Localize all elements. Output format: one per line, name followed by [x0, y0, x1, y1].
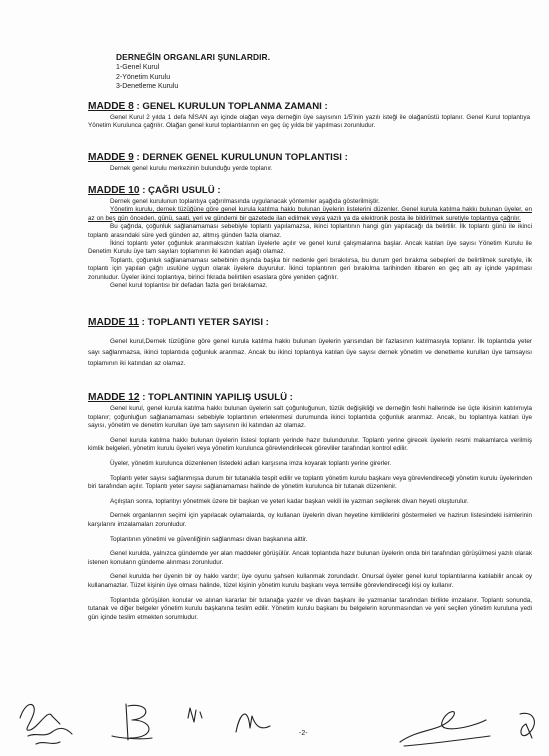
- madde-10-heading: [88, 185, 221, 196]
- organs-title: DERNEĞİN ORGANLARI ŞUNLARDIR.: [116, 52, 271, 62]
- madde-12-p2: Genel kurula katılma hakkı bulunan üyelerin listesi toplantı yerinde hazır bulundurulur. Toplantı yerine girecek üyelerin resmi makamlarca verilmiş kimlik belgeleri, yönetim kurulu üyeleri veya yönetim kurulunca görevlendirilecek görevliler tarafından kontrol edilir.: [88, 436, 532, 453]
- madde-12-heading: [88, 392, 293, 403]
- signature-6-mark: [520, 713, 534, 738]
- madde-12-p10: Toplantıda görüşülen konular ve alınan kararlar bir tutanağa yazılır ve divan başkanı ile yazmanlar tarafından birlikte imzalanır. Toplantı sonunda, tutanak ve diğer belgeler yönetim kurulu başkanına teslim edilir. Yönetim kurulu başkanı bu belgelerin korunmasından ve yeni seçilen yönetim kuruluna yedi gün içinde teslim etmekten sorumludur.: [88, 596, 532, 621]
- madde-9-text: Dernek genel kurulu merkezinin bulunduğu yerde toplanır.: [110, 165, 273, 172]
- signatures-row: [0, 688, 549, 756]
- madde-12-p1: Genel kurul, genel kurula katılma hakkı bulunan üyelerin salt çoğunluğunun, tüzük değişikliği ve derneğin feshi hallerinde ise üçte ikisinin katılımıyla toplanır; çoğunluğun sağlanamaması sebebiyle toplantının ertelenmesi durumunda ikinci toplantıda çoğunluk aranmaz. Ancak, bu toplantıya katılan üye sayısı, yönetim ve denetim kurulları üye tam sayısının iki katından az olamaz.: [88, 405, 532, 430]
- madde-10-title: : ÇAĞRI USULÜ :: [142, 185, 221, 196]
- madde-12-text: [88, 405, 532, 622]
- madde-8-title: : GENEL KURULUN TOPLANMA ZAMANI :: [136, 101, 328, 112]
- madde-12-p6: Dernek organlarının seçimi için yapılacak oylamalarda, oy kullanan üyelerin divan heyetine kimliklerini göstermeleri ve hazirun listesindeki isimlerinin karşılarını imzalamaları zorunludur.: [88, 512, 532, 528]
- madde-12-title: : TOPLANTININ YAPILIŞ USULÜ :: [142, 392, 293, 403]
- madde-12-p9: Genel kurulda her üyenin bir oy hakkı vardır; üye oyunu şahsen kullanmak zorundadır. Onursal üyeler genel kurul toplantılarına katılabilir ancak oy kullanamazlar. Tüzel kişinin üye olması halinde, tüzel kişinin yönetim kurulu başkanı veya temsille görevlendireceği kişi oy kullanır.: [88, 573, 532, 589]
- organs-item-denetleme-kurulu: 3-Denetleme Kurulu: [116, 83, 179, 91]
- madde-11-number: MADDE 11: [88, 317, 139, 328]
- madde-12-p4: Toplantı yeter sayısı sağlanmışsa durum bir tutanakla tespit edilir ve toplantı yönetim kurulu başkanı veya görevlendireceği yönetim kurulu üyelerinden biri tarafından açılır. Toplantı yeter sayısı sağlanamaması halinde de yönetim kurulunca bir tutanak düzenlenir.: [88, 474, 532, 491]
- signature-2-mark: [112, 704, 152, 740]
- madde-9-title: : DERNEK GENEL KURULUNUN TOPLANTISI :: [136, 152, 348, 163]
- madde-8-heading: [88, 101, 328, 112]
- madde-10-p5: Toplantı, çoğunluk sağlanamaması sebebinin dışında başka bir nedenle geri bırakılırsa, bu durum geri bırakma sebepleri de belirtilmek suretiyle, ilk toplantı için yapılan çağrı usulüne uygun olarak üyelere duyurulur. İkinci toplantının geri bırakılma tarihinden itibaren en geç altı ay içinde yapılması zorunludur. Üyeler ikinci toplantıya, birinci fıkrada belirtilen esaslara göre yeniden çağrılır.: [88, 256, 532, 281]
- madde-8-text: Genel Kurul 2 yılda 1 defa NİSAN ayı içinde olağan veya derneğin üye sayısının 1/5'inin yazılı isteği ile olağanüstü toplanır. Genel Kurul toplantıya Yönetim Kurulunca çağrılır. Olağan genel kurul toplantılarının en geç üç yılda bir yapılması zorunludur.: [88, 114, 530, 130]
- madde-10-p1: Dernek genel kurulunun toplantıya çağırılmasında uygulanacak yöntemler aşağıda gösterilmiştir.: [110, 198, 380, 205]
- organs-item-genel-kurul: 1-Genel Kurul: [116, 64, 160, 71]
- madde-11-heading: [88, 317, 269, 328]
- madde-10-p4: İkinci toplantı yeter çoğunluk aranmaksızın katılan üyelerle açılır ve genel kurul çalışmalarına başlar. Ancak katılan üye sayısı Yönetim Kurulu ile Denetim Kurulu üye tam sayıları toplamının iki katından aşağı olamaz.: [88, 240, 532, 256]
- madde-11-title: : TOPLANTI YETER SAYISI :: [141, 317, 269, 328]
- page-number: -2-: [299, 730, 308, 737]
- signature-5-mark: [400, 712, 490, 746]
- madde-10-text: [88, 198, 532, 290]
- madde-9-heading: [88, 152, 348, 163]
- madde-10-p3: Bu çağrıda, çoğunluk sağlanamaması sebebiyle toplantı yapılamazsa, ikinci toplantının hangi gün yapılacağı da belirtilir. İlk toplantı günü ile ikinci toplantı arasındaki süre yedi günden az, altmış günden fazla olamaz.: [88, 223, 532, 239]
- madde-12-number: MADDE 12: [88, 392, 140, 403]
- madde-10-p2: Yönetim kurulu, dernek tüzüğüne göre genel kurula katılma hakkı bulunan üyelerin listelerini düzenler. Genel kurula katılma hakkı bulunan üyeler, en az on beş gün önceden, günü, saati, yeri ve gündemi bir gazetede ilan edilmek veya yazılı ya da elektronik posta ile bildirilmek suretiyle toplantıya çağrılır.: [88, 206, 532, 222]
- madde-10-p6: Genel kurul toplantısı bir defadan fazla geri bırakılamaz.: [110, 282, 268, 290]
- madde-12-p8: Genel kurulda, yalnızca gündemde yer alan maddeler görüşülür. Ancak toplantıda hazır bulunan üyelerin onda biri tarafından görüşülmesi yazılı olarak istenen konuların gündeme alınması zorunludur.: [88, 550, 532, 566]
- organs-item-yonetim-kurulu: 2-Yönetim Kurulu: [116, 73, 171, 81]
- organs-list: [116, 63, 178, 92]
- signature-3-mark: [188, 708, 202, 722]
- signature-1-mark: [20, 704, 72, 744]
- signature-4-mark: [236, 714, 270, 732]
- madde-9-number: MADDE 9: [88, 152, 134, 163]
- madde-12-p7: Toplantının yönetimi ve güvenliğinin sağlanması divan başkanına aittir.: [110, 535, 308, 543]
- madde-8-number: MADDE 8: [88, 101, 134, 112]
- madde-12-p5: Açılıştan sonra, toplantıyı yönetmek üzere bir başkan ve yeteri kadar başkan vekili ile yazman seçilerek divan heyeti oluşturulur.: [110, 497, 469, 505]
- madde-10-number: MADDE 10: [88, 185, 140, 196]
- madde-12-p3: Üyeler, yönetim kurulunca düzenlenen listedeki adları karşısına imza koyarak toplantı yerine girerler.: [110, 459, 392, 467]
- madde-11-text: Genel kurul,Dernek tüzüğüne göre genel kurula katılma hakkı bulunan üyelerin yarısından bir fazlasının katılmasıyla toplanır. İlk toplantıda yeter sayı sağlanmazsa, ikinci toplantıda çoğunluk aranmaz. Ancak bu ikinci toplantıya katılan üye sayısı dernek yönetim ve denetleme kurulları üye tamsayısı toplamının iki katından az olamaz.: [88, 338, 532, 367]
